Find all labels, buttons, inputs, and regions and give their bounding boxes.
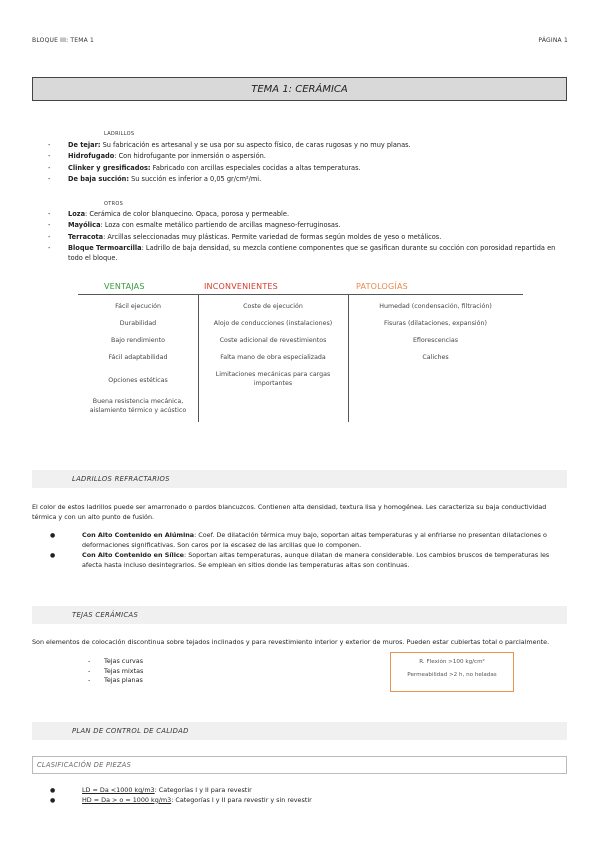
otros-list bbox=[32, 209, 562, 263]
plan-heading: PLAN DE CONTROL DE CALIDAD bbox=[32, 722, 567, 740]
tejas-intro: Son elementos de colocación discontinua sobre tejados inclinados y para revestimiento interior y exterior de muros. Pueden estar cubiertas total o parcialmente. bbox=[32, 638, 550, 646]
patologia-item: Caliches bbox=[422, 354, 449, 361]
list-item: - Tejas mixtas bbox=[88, 667, 143, 677]
inconvenientes-column bbox=[198, 282, 348, 422]
list-item: - Clinker y gresificados: Fabricado con arcillas especiales cocidas a altas temperaturas. bbox=[32, 163, 572, 174]
ventaja-item: Opciones estéticas bbox=[108, 377, 168, 384]
spec-item: Permeabilidad >2 h, no heladas bbox=[407, 672, 497, 678]
list-item: ● Con Alto Contenido en Alúmina: Coef. De dilatación térmica muy bajo, soportan altas temperaturas y al enfriarse no presentan dilataciones o deformaciones significativas. Son caros por la escasez de las arcillas que lo componen. bbox=[32, 531, 562, 550]
ventajas-header: VENTAJAS bbox=[104, 282, 145, 291]
inconveniente-item: Limitaciones mecánicas para cargas importantes bbox=[215, 371, 331, 387]
patologia-item: Eflorescencias bbox=[412, 337, 459, 344]
inconveniente-item: Falta mano de obra especializada bbox=[220, 354, 326, 361]
list-item: ● LD = Da <1000 kg/m3: Categorías I y II para revestir bbox=[32, 786, 562, 796]
list-item: - Hidrofugado: Con hidrofugante por inmersión o aspersión. bbox=[32, 151, 572, 162]
list-item: - Tejas curvas bbox=[88, 657, 143, 667]
patologia-item: Fisuras (dilataciones, expansión) bbox=[384, 320, 487, 327]
otros-heading: OTROS bbox=[104, 201, 124, 207]
ladrillos-list bbox=[32, 140, 572, 186]
tejas-specs-box bbox=[390, 652, 514, 692]
ladrillos-heading: LADRILLOS bbox=[104, 131, 135, 137]
clasificacion-list bbox=[32, 786, 562, 806]
inconvenientes-header: INCONVENIENTES bbox=[204, 282, 278, 291]
tejas-types-list bbox=[88, 657, 143, 686]
page-header-right: PÁGINA 1 bbox=[538, 37, 568, 44]
ventaja-item: Durabilidad bbox=[119, 320, 157, 327]
list-item: ● Con Alto Contenido en Sílice: Soportan altas temperaturas, aunque dilatan de manera considerable. Los cambios bruscos de temperaturas les afecta hasta incluso desintegrarlos. Se emplean en sitios donde las temperaturas altas son continuas. bbox=[32, 551, 562, 570]
comparison-table bbox=[78, 282, 523, 422]
list-item: - Mayólica: Loza con esmalte metálico partiendo de arcillas magneso-ferruginosas. bbox=[32, 220, 562, 231]
page-header-left: BLOQUE III: TEMA 1 bbox=[32, 37, 95, 44]
list-item: - Loza: Cerámica de color blanquecino. Opaca, porosa y permeable. bbox=[32, 209, 562, 220]
ventaja-item: Fácil adaptabilidad bbox=[108, 354, 168, 361]
refractarios-intro: El color de estos ladrillos puede ser amarronado o pardos blancuzcos. Contienen alta densidad, textura lisa y homogénea. Les caracteriza su baja conductividad térmica y con un alto punto de fusión. bbox=[32, 503, 547, 521]
clasificacion-heading: CLASIFICACIÓN DE PIEZAS bbox=[32, 756, 567, 774]
list-item: - Tejas planas bbox=[88, 676, 143, 686]
patologia-item: Humedad (condensación, filtración) bbox=[379, 303, 492, 310]
page-title: TEMA 1: CERÁMICA bbox=[32, 77, 567, 101]
list-item: - De tejar: Su fabricación es artesanal y se usa por su aspecto físico, de caras rugosas y no muy planas. bbox=[32, 140, 572, 151]
list-item: - Bloque Termoarcilla: Ladrillo de baja densidad, su mezcla contiene componentes que se gasifican durante su cocción con porosidad repartida en todo el bloque. bbox=[32, 243, 562, 263]
ventaja-item: Fácil ejecución bbox=[115, 303, 161, 310]
inconveniente-item: Coste de ejecución bbox=[243, 303, 303, 310]
ventaja-item: Bajo rendimiento bbox=[111, 337, 165, 344]
ventaja-item: Buena resistencia mecánica, aislamiento térmico y acústico bbox=[89, 398, 187, 414]
refractarios-heading: LADRILLOS REFRACTARIOS bbox=[32, 470, 567, 488]
list-item: ● HD = Da > o = 1000 kg/m3: Categorías I y II para revestir y sin revestir bbox=[32, 796, 562, 806]
list-item: - Terracota: Arcillas seleccionadas muy plásticas. Permite variedad de formas según moldes de yeso o metálicos. bbox=[32, 232, 562, 243]
spec-item: R. Flexión >100 kg/cm² bbox=[419, 659, 485, 665]
patologias-header: PATOLOGÍAS bbox=[356, 282, 408, 291]
inconveniente-item: Coste adicional de revestimientos bbox=[219, 337, 327, 344]
list-item: - De baja succión: Su succión es inferior a 0,05 gr/cm²/mi. bbox=[32, 174, 572, 185]
inconveniente-item: Alojo de conducciones (instalaciones) bbox=[213, 320, 333, 327]
tejas-heading: TEJAS CERÁMICAS bbox=[32, 606, 567, 624]
ventajas-column bbox=[78, 282, 198, 422]
patologias-column bbox=[348, 282, 523, 422]
refractarios-list bbox=[32, 531, 562, 571]
